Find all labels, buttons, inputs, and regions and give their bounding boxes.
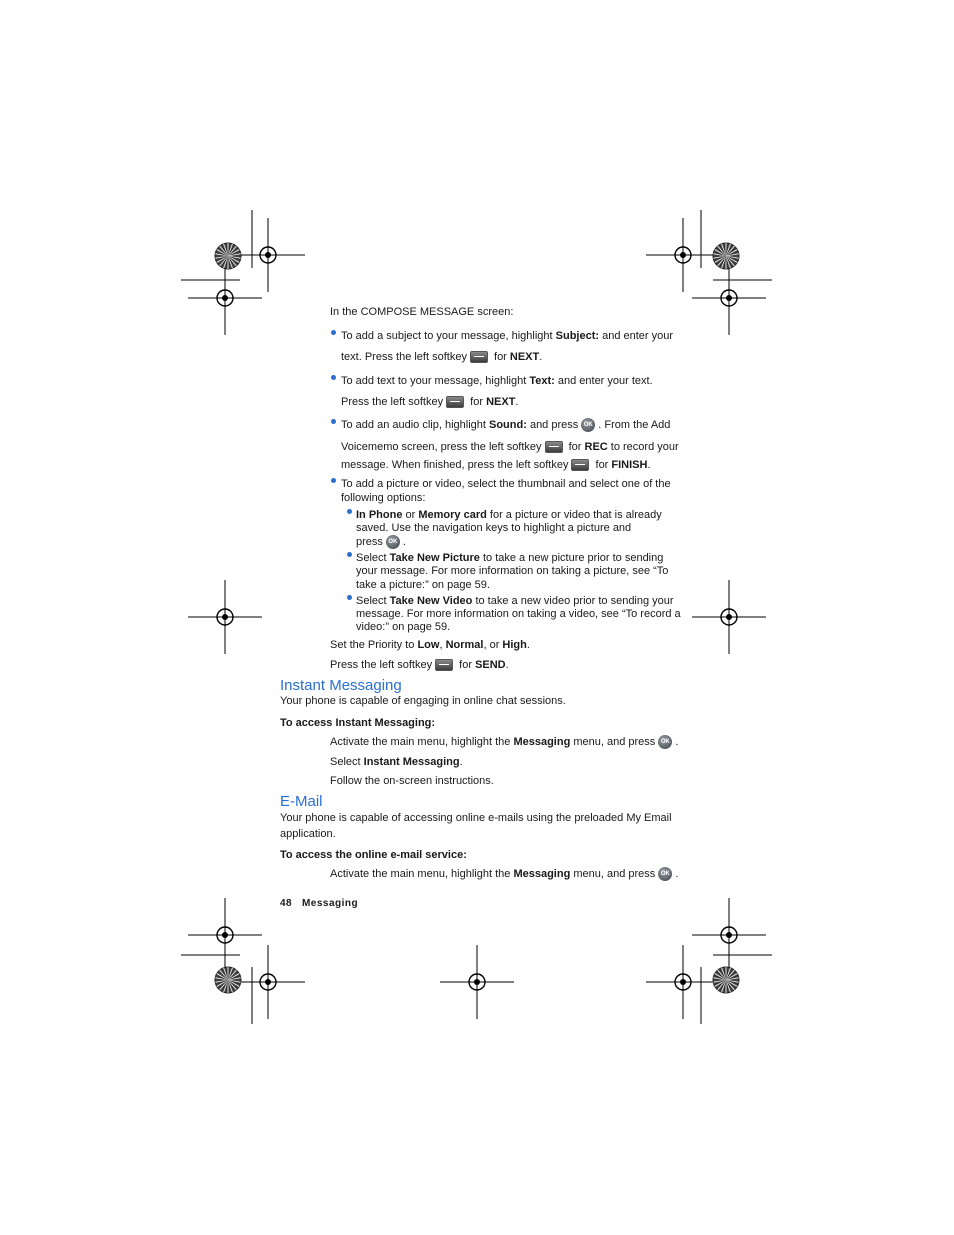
text-span: . [505, 659, 509, 671]
text-span: for a picture or video that is already [486, 509, 662, 521]
instant-messaging-subheading: To access Instant Messaging: [280, 717, 436, 729]
text-span: Select [356, 595, 390, 607]
registration-dot [222, 932, 228, 938]
sub-bullet-icon [347, 595, 352, 600]
email-description-line2: application. [280, 828, 336, 840]
email-heading: E-Mail [280, 793, 323, 810]
key-take-new-picture: Take New Picture [389, 552, 480, 564]
registration-dot [265, 979, 271, 985]
key-messaging: Messaging [513, 868, 571, 880]
ok-key-icon: OK [658, 735, 672, 749]
priority-step [330, 638, 530, 652]
text-span: Voicememo screen, press the left softkey [341, 441, 542, 453]
text-span: Press the left softkey [341, 396, 444, 408]
text-span: Press the left softkey [330, 659, 433, 671]
registration-dot [726, 932, 732, 938]
text-span: menu, and press [570, 736, 656, 748]
text-span: . [459, 756, 463, 768]
bullet-icon [331, 330, 336, 335]
key-low: Low [417, 639, 440, 651]
ok-key-icon: OK [386, 535, 400, 549]
text-span: . [526, 639, 530, 651]
ok-key-icon: OK [658, 867, 672, 881]
text-span: Activate the main menu, highlight the [330, 868, 514, 880]
key-messaging: Messaging [513, 736, 571, 748]
registration-dot [726, 614, 732, 620]
text-span: to record your [607, 441, 679, 453]
key-send: SEND [475, 659, 506, 671]
text-span: for [565, 441, 585, 453]
key-subject: Subject: [555, 330, 600, 342]
text-span: menu, and press [570, 868, 656, 880]
text-span: , [439, 639, 446, 651]
bullet-icon [331, 478, 336, 483]
text-span: To add an audio clip, highlight [341, 419, 489, 431]
bullet-sound-line2 [341, 440, 679, 454]
sub-bullet-take-picture-line1 [356, 551, 663, 565]
text-span: and enter your [599, 330, 674, 342]
registration-dot [222, 614, 228, 620]
text-span: for [592, 459, 612, 471]
key-rec: REC [584, 441, 608, 453]
left-softkey-icon [446, 396, 464, 408]
registration-dot [222, 295, 228, 301]
im-step-1 [330, 735, 678, 749]
email-subheading: To access the online e-mail service: [280, 849, 467, 861]
text-span: message. When finished, press the left softkey [341, 459, 569, 471]
text-span: To add text to your message, highlight [341, 375, 530, 387]
sub-bullet-take-picture-line2: your message. For more information on taking a picture, see “To [356, 565, 669, 577]
bullet-icon [331, 419, 336, 424]
email-step-1 [330, 867, 678, 881]
instant-messaging-heading: Instant Messaging [280, 677, 402, 694]
text-span: . From the Add [598, 419, 671, 431]
sub-bullet-take-picture-line3: take a picture:” on page 59. [356, 579, 490, 591]
text-span: for [467, 396, 487, 408]
text-span: Activate the main menu, highlight the [330, 736, 514, 748]
key-finish: FINISH [611, 459, 648, 471]
text-span: and enter your text. [554, 375, 653, 387]
registration-dot [726, 295, 732, 301]
registration-dot [265, 252, 271, 258]
left-softkey-icon [571, 459, 589, 471]
text-span: to take a new video prior to sending your [472, 595, 674, 607]
bullet-picture-line1: To add a picture or video, select the thumbnail and select one of the [341, 478, 671, 490]
left-softkey-icon [435, 659, 453, 671]
key-text: Text: [529, 375, 555, 387]
key-in-phone: In Phone [356, 509, 403, 521]
im-step-2 [330, 755, 463, 769]
key-take-new-video: Take New Video [389, 595, 473, 607]
sub-bullet-take-video-line2: message. For more information on taking a video, see “To record a [356, 608, 681, 620]
sub-bullet-in-phone-line1 [356, 508, 662, 522]
sub-bullet-take-video-line3: video:” on page 59. [356, 621, 451, 633]
left-softkey-icon [470, 351, 488, 363]
text-span: . [647, 459, 651, 471]
sub-bullet-take-video-line1 [356, 594, 674, 608]
text-span: or [402, 509, 419, 521]
bullet-text-line1 [341, 374, 653, 388]
sub-bullet-in-phone-line2: saved. Use the navigation keys to highlight a picture and [356, 522, 632, 534]
text-span: . [515, 396, 519, 408]
text-span: . [675, 868, 679, 880]
text-span: text. Press the left softkey [341, 351, 467, 363]
key-instant-messaging: Instant Messaging [363, 756, 460, 768]
text-span: for [490, 351, 510, 363]
key-normal: Normal [445, 639, 484, 651]
bullet-icon [331, 375, 336, 380]
bullet-text-line2 [341, 395, 518, 409]
page-number: 48 [280, 898, 293, 909]
key-high: High [502, 639, 527, 651]
im-step-3: Follow the on-screen instructions. [330, 775, 494, 787]
registration-dot [474, 979, 480, 985]
registration-dot [680, 979, 686, 985]
text-span: . [402, 536, 406, 548]
email-description-line1: Your phone is capable of accessing online e-mails using the preloaded My Email [280, 812, 672, 824]
bullet-subject-line1 [341, 329, 673, 343]
key-memory-card: Memory card [418, 509, 487, 521]
text-span: and press [526, 419, 579, 431]
instant-messaging-description: Your phone is capable of engaging in online chat sessions. [280, 695, 566, 707]
text-span: Select [356, 552, 390, 564]
text-span: for [456, 659, 476, 671]
text-span: Set the Priority to [330, 639, 418, 651]
sub-bullet-in-phone-line3 [356, 535, 406, 549]
bullet-sound-line1 [341, 418, 670, 432]
intro-text: In the COMPOSE MESSAGE screen: [330, 306, 514, 318]
text-span: , or [483, 639, 503, 651]
key-sound: Sound: [489, 419, 527, 431]
text-span: to take a new picture prior to sending [479, 552, 664, 564]
text-span: . [539, 351, 543, 363]
section-name: Messaging [301, 898, 359, 909]
bullet-picture-line2: following options: [341, 492, 426, 504]
key-next: NEXT [509, 351, 540, 363]
registration-dot [680, 252, 686, 258]
bullet-subject-line2 [341, 350, 542, 364]
ok-key-icon: OK [581, 418, 595, 432]
text-span: press [356, 536, 383, 548]
text-span: Select [330, 756, 364, 768]
key-next: NEXT [486, 396, 516, 408]
send-step [330, 658, 509, 672]
page-footer [280, 898, 358, 909]
sub-bullet-icon [347, 552, 352, 557]
bullet-sound-line3 [341, 458, 651, 472]
sub-bullet-icon [347, 509, 352, 514]
text-span: To add a subject to your message, highlight [341, 330, 556, 342]
text-span: . [675, 736, 679, 748]
left-softkey-icon [545, 441, 563, 453]
